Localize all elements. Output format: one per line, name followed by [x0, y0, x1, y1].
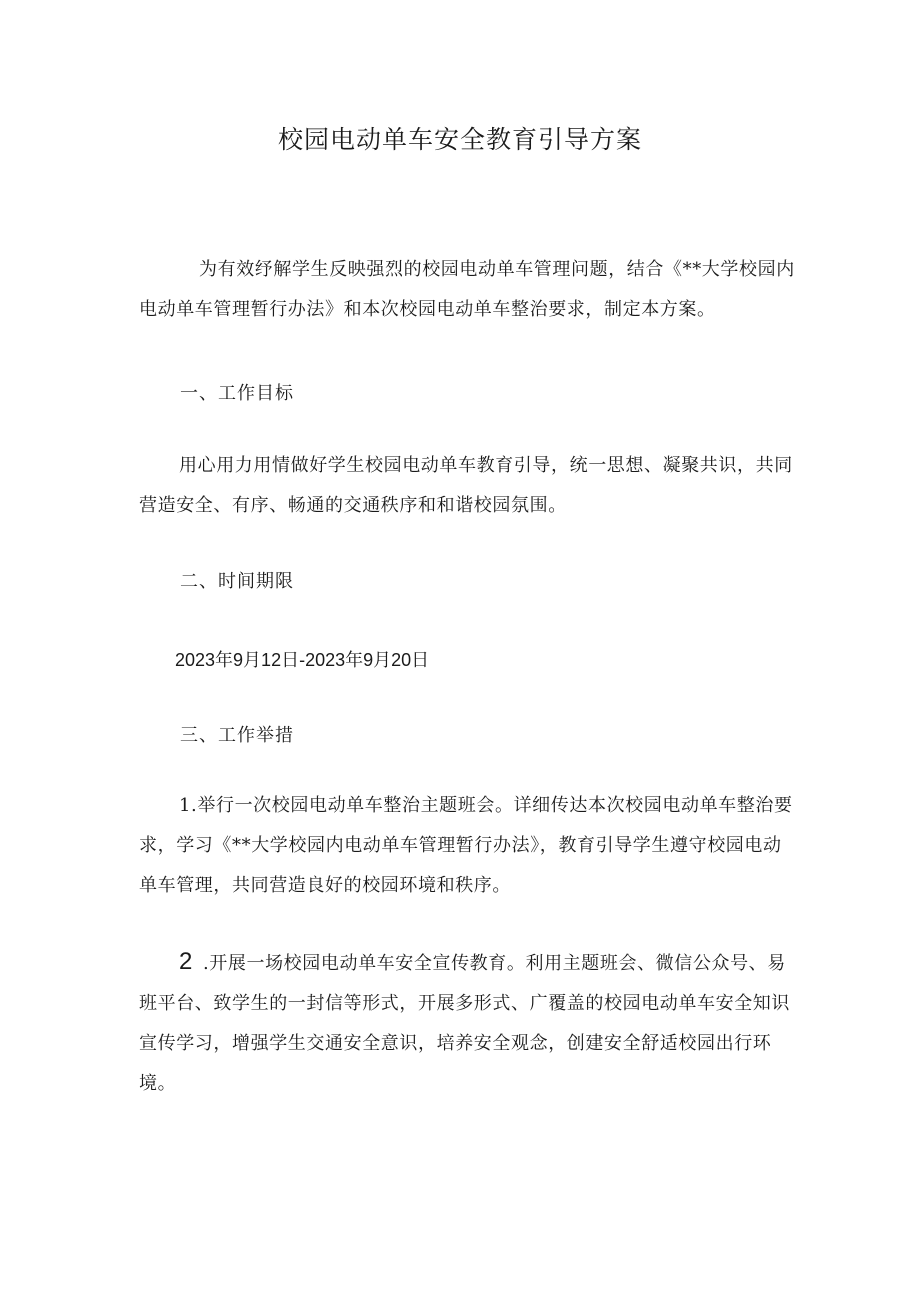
section-2-heading: 二、时间期限: [180, 571, 294, 592]
measure-2-number: 2: [179, 948, 193, 975]
measure-2-paragraph: [139, 942, 799, 1104]
measure-1-text: 1.举行一次校园电动单车整治主题班会。详细传达本次校园电动单车整治要求，学习《**大学校园内电动单车管理暂行办法》，教育引导学生遵守校园电动单车管理，共同营造良好的校园环境和秩序。: [139, 795, 793, 896]
section-3-heading: 三、工作举措: [180, 725, 294, 746]
intro-paragraph: [139, 250, 799, 330]
section-2-date: 2023年9月12日-2023年9月20日: [175, 650, 430, 670]
document-title: 校园电动单车安全教育引导方案: [277, 125, 642, 154]
measure-2-text: .开展一场校园电动单车安全宣传教育。利用主题班会、微信公众号、易班平台、致学生的一封信等形式，开展多形式、广覆盖的校园电动单车安全知识宣传学习，增强学生交通安全意识，培养安全观念，创建安全舒适校园出行环境。: [139, 953, 790, 1094]
intro-text: 为有效纾解学生反映强烈的校园电动单车管理问题，结合《**大学校园内电动单车管理暂行办法》和本次校园电动单车整治要求，制定本方案。: [139, 259, 795, 320]
section-1-paragraph: [139, 446, 799, 526]
section-1-heading: 一、工作目标: [180, 383, 294, 404]
measure-1-paragraph: [139, 786, 799, 906]
section-1-text: 用心用力用情做好学生校园电动单车教育引导，统一思想、凝聚共识，共同营造安全、有序、畅通的交通秩序和和谐校园氛围。: [139, 455, 793, 516]
